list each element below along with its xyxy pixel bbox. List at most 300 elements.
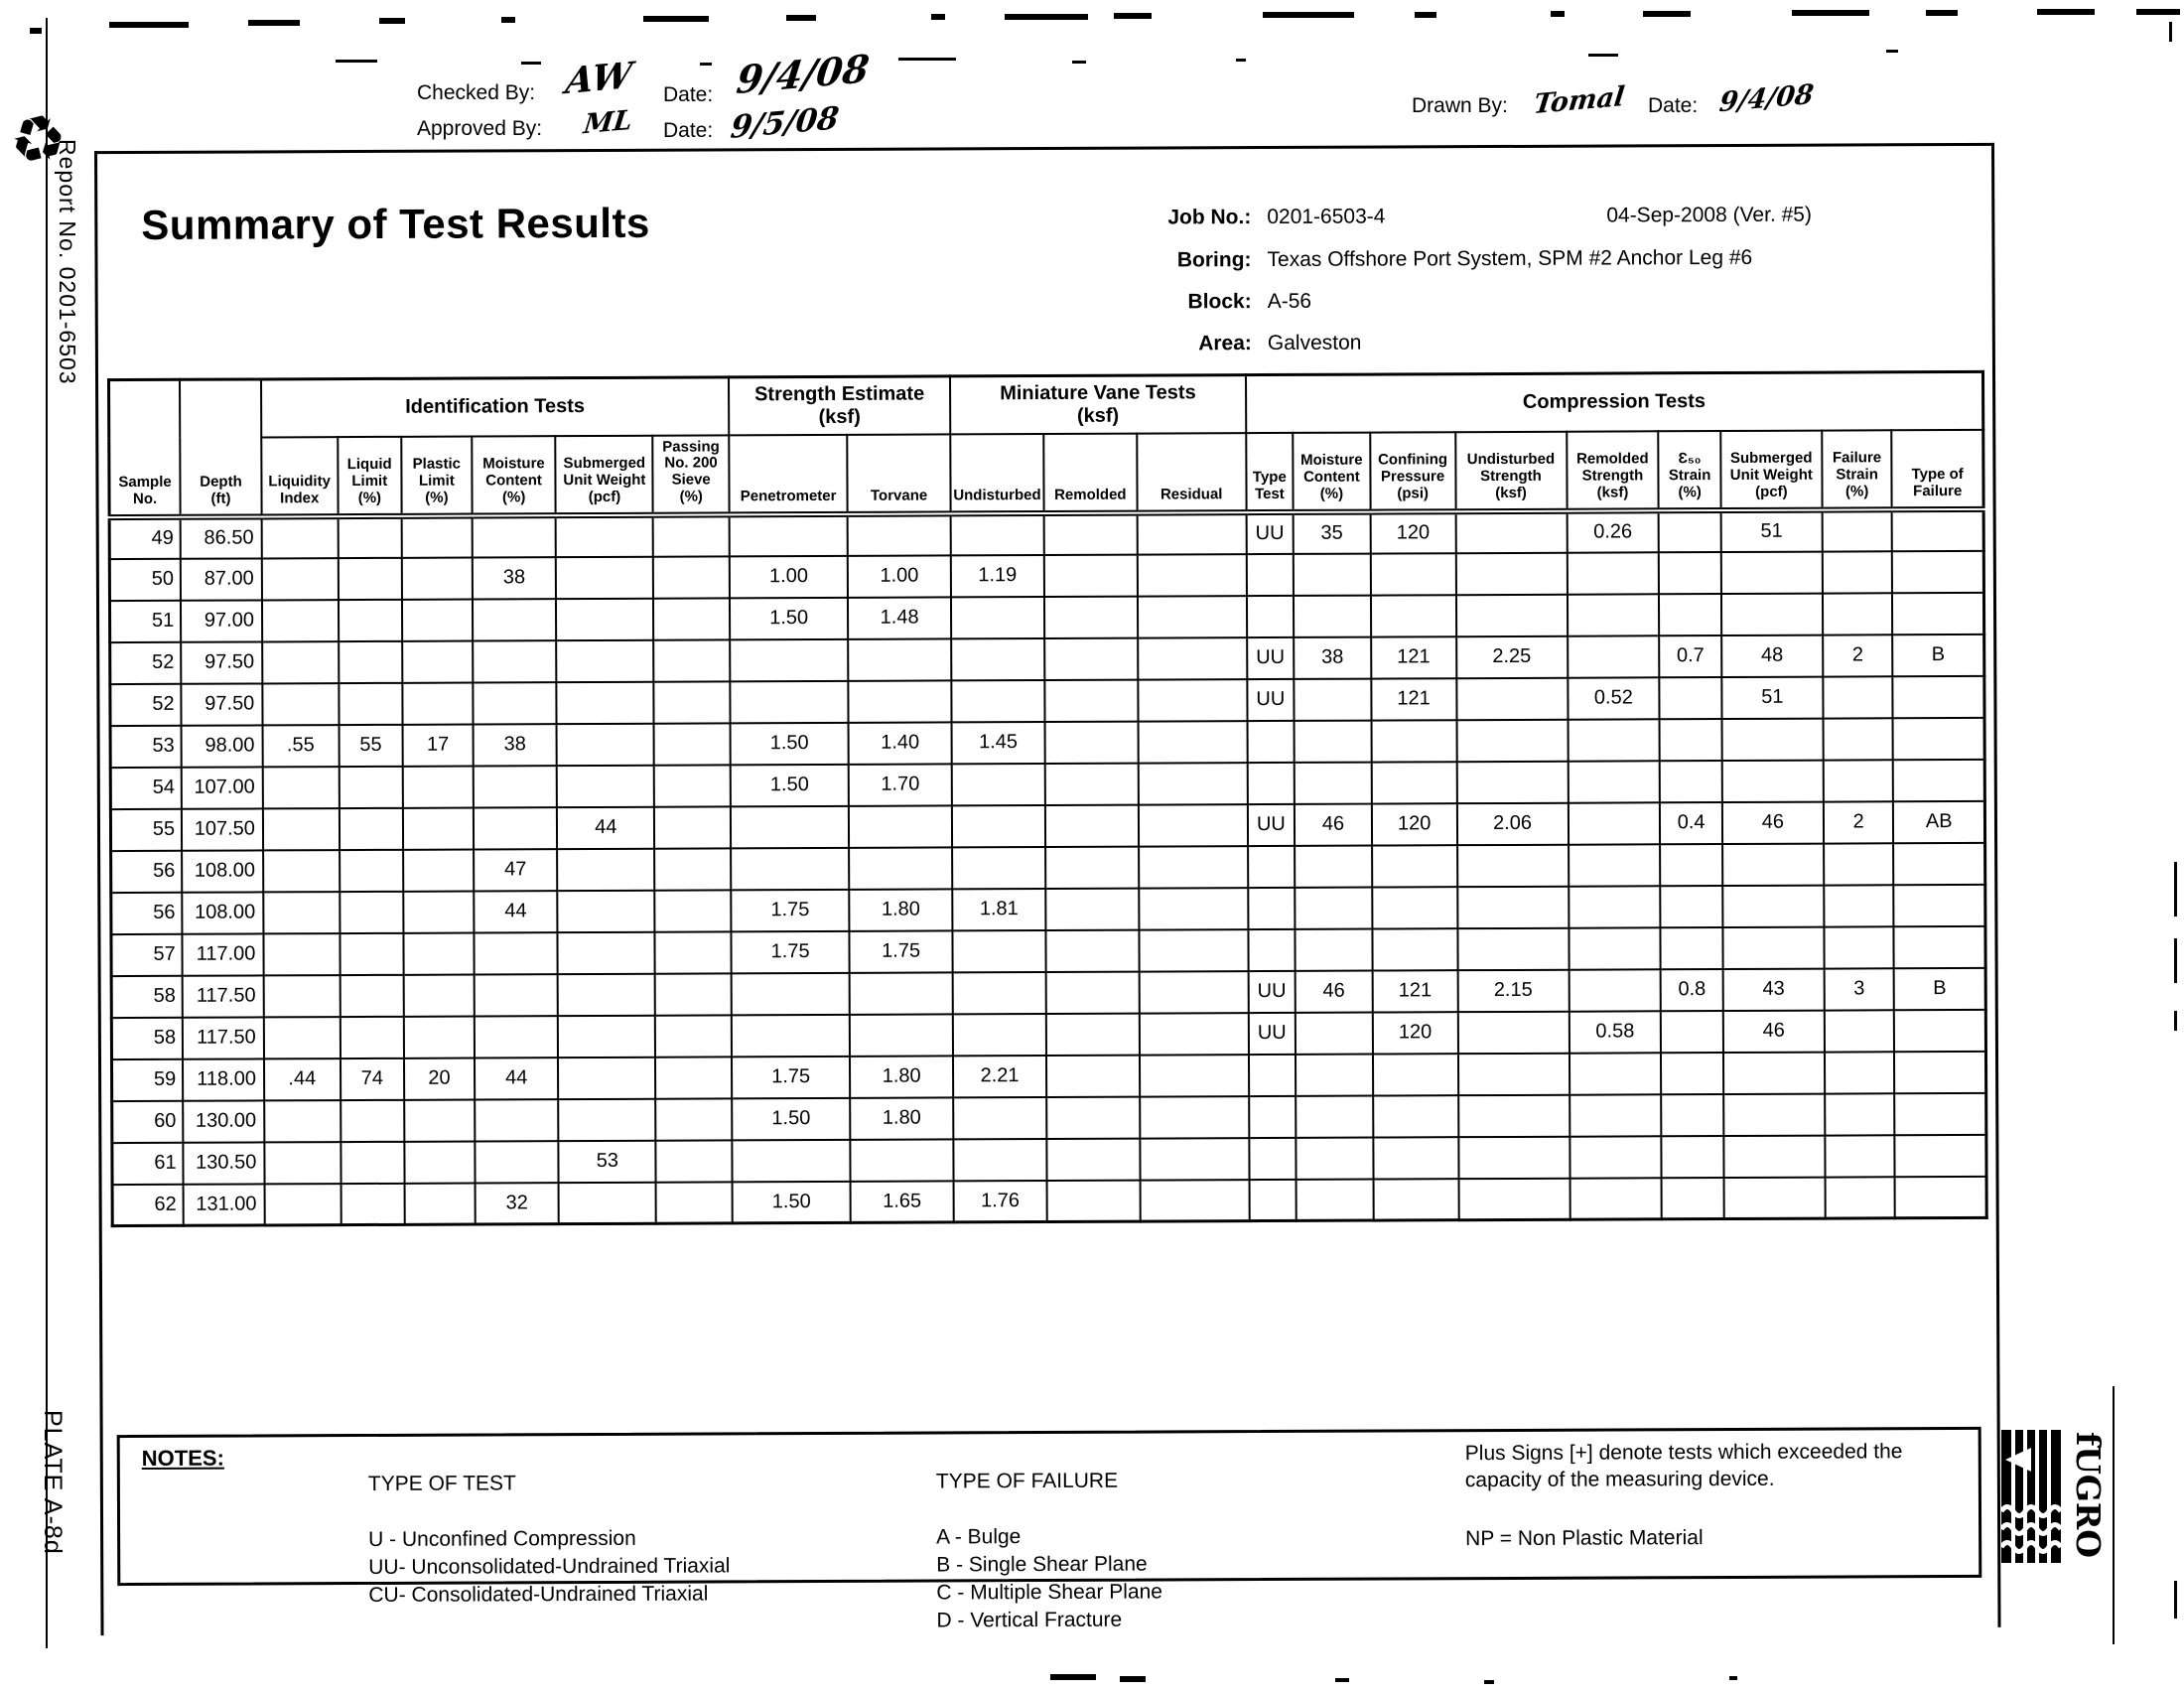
cell bbox=[653, 556, 730, 598]
cell bbox=[1893, 676, 1984, 718]
main-frame bbox=[94, 143, 2001, 1635]
cell: 44 bbox=[474, 891, 558, 932]
col-header-liquid-limit: Liquid Limit (%) bbox=[338, 436, 402, 515]
cell bbox=[1296, 1054, 1373, 1095]
cell bbox=[849, 805, 952, 847]
scan-mark bbox=[1335, 1678, 1349, 1682]
cell bbox=[656, 1182, 733, 1223]
cell bbox=[341, 1100, 405, 1142]
cell bbox=[654, 681, 731, 723]
cell bbox=[1455, 510, 1567, 552]
cell bbox=[1045, 971, 1139, 1013]
cell bbox=[1249, 1096, 1297, 1138]
cell bbox=[1660, 761, 1722, 802]
cell bbox=[263, 892, 340, 933]
cell bbox=[262, 558, 339, 600]
cell bbox=[1823, 676, 1893, 718]
cell: B bbox=[1893, 634, 1984, 676]
approved-by-signature: ML bbox=[582, 104, 634, 141]
cell: 55 bbox=[110, 808, 182, 850]
scan-mark bbox=[2174, 938, 2177, 983]
cell bbox=[1569, 927, 1661, 969]
cell bbox=[1046, 1013, 1140, 1055]
cell bbox=[1139, 846, 1248, 888]
cell bbox=[403, 807, 474, 849]
cell bbox=[1139, 971, 1248, 1013]
cell: 1.75 bbox=[850, 930, 953, 972]
cell bbox=[339, 683, 403, 725]
sidebar-rule bbox=[46, 18, 48, 1648]
cell bbox=[1894, 1052, 1985, 1093]
scan-mark bbox=[2174, 1011, 2177, 1031]
col-header-undisturbed: Undisturbed bbox=[950, 434, 1043, 514]
cell bbox=[1140, 1055, 1249, 1096]
cell bbox=[1659, 594, 1721, 635]
col-header-sample-no: Sample No. bbox=[109, 379, 181, 516]
cell: AB bbox=[1893, 801, 1984, 843]
page-title: Summary of Test Results bbox=[141, 199, 650, 248]
cell bbox=[1895, 1177, 1986, 1218]
cell bbox=[402, 640, 473, 682]
cell bbox=[1722, 843, 1824, 885]
scan-mark bbox=[1072, 61, 1086, 64]
cell bbox=[472, 515, 556, 557]
cell bbox=[558, 931, 655, 973]
cell bbox=[1822, 509, 1892, 551]
cell bbox=[654, 639, 731, 681]
cell bbox=[558, 1015, 655, 1057]
scan-mark bbox=[2136, 9, 2180, 15]
report-number-vertical: Report No. 0201-6503 bbox=[55, 139, 80, 385]
cell bbox=[1045, 804, 1139, 846]
cell bbox=[653, 514, 730, 556]
cell bbox=[1296, 1012, 1373, 1054]
cell bbox=[557, 639, 654, 681]
cell bbox=[655, 1057, 732, 1098]
cell bbox=[1044, 596, 1138, 637]
cell: 121 bbox=[1371, 636, 1456, 678]
cell bbox=[339, 600, 403, 641]
cell bbox=[655, 1015, 732, 1057]
cell bbox=[1140, 1138, 1249, 1180]
cell: 0.52 bbox=[1568, 677, 1660, 719]
cell: 46 bbox=[1295, 803, 1372, 845]
fugro-wordmark: fUGRO bbox=[2069, 1432, 2108, 1557]
cell bbox=[403, 766, 474, 807]
cell bbox=[1295, 720, 1372, 762]
cell: 38 bbox=[1294, 636, 1371, 678]
cell: 1.00 bbox=[730, 556, 848, 599]
cell bbox=[951, 513, 1044, 555]
cell: 97.50 bbox=[181, 683, 262, 725]
cell bbox=[1457, 844, 1569, 886]
cell bbox=[655, 931, 732, 973]
scan-mark bbox=[931, 14, 945, 20]
cell: 54 bbox=[110, 767, 182, 808]
checked-by-label: Checked By: bbox=[417, 81, 536, 104]
cell bbox=[1046, 1055, 1140, 1096]
cell bbox=[1660, 844, 1722, 886]
cell bbox=[1721, 551, 1823, 593]
cell: 120 bbox=[1373, 1012, 1458, 1054]
area-row bbox=[1091, 332, 1362, 356]
cell bbox=[1138, 596, 1247, 637]
cell: 56 bbox=[111, 892, 183, 933]
col-header-submerged-unit-weight-2: Submerged Unit Weight (pcf) bbox=[1720, 430, 1822, 510]
cell: 121 bbox=[1371, 678, 1456, 720]
cell bbox=[1825, 1135, 1895, 1177]
col-header-remolded-strength: Remolded Strength (ksf) bbox=[1567, 431, 1659, 511]
cell bbox=[1046, 1096, 1140, 1138]
cell: 108.00 bbox=[182, 892, 263, 933]
cell bbox=[1722, 760, 1824, 801]
scan-mark bbox=[379, 18, 405, 24]
cell bbox=[262, 641, 339, 683]
cell bbox=[1568, 635, 1660, 677]
cell: 58 bbox=[111, 975, 183, 1017]
date-version: 04-Sep-2008 (Ver. #5) bbox=[1606, 203, 1812, 227]
col-header-penetrometer: Penetrometer bbox=[729, 434, 847, 514]
checked-date-label: Date: bbox=[663, 83, 714, 106]
col-header-moisture-content: Moisture Content (%) bbox=[472, 436, 556, 516]
col-header-plastic-limit: Plastic Limit (%) bbox=[401, 436, 472, 515]
cell bbox=[730, 681, 848, 724]
cell bbox=[1570, 1136, 1662, 1178]
cell bbox=[1661, 927, 1723, 969]
col-header-undisturbed-strength: Undisturbed Strength (ksf) bbox=[1455, 431, 1567, 511]
cell bbox=[1723, 1052, 1825, 1093]
cell bbox=[1295, 887, 1372, 928]
cell: 0.26 bbox=[1567, 510, 1659, 552]
cell bbox=[1570, 1094, 1662, 1136]
cell bbox=[559, 1182, 656, 1223]
cell bbox=[1045, 763, 1139, 804]
cell: 47 bbox=[474, 849, 558, 891]
cell: 35 bbox=[1294, 511, 1371, 553]
scan-mark bbox=[1926, 10, 1958, 16]
cell bbox=[1661, 1011, 1723, 1053]
cell bbox=[1825, 1177, 1895, 1218]
cell: 118.00 bbox=[183, 1058, 264, 1100]
scan-mark bbox=[336, 60, 377, 63]
cell bbox=[339, 808, 403, 850]
cell bbox=[731, 806, 849, 849]
area-label: Area: bbox=[1198, 332, 1252, 355]
cell bbox=[1458, 1136, 1570, 1178]
scan-mark bbox=[2174, 862, 2177, 916]
cell: 53 bbox=[559, 1140, 656, 1182]
cell: 87.00 bbox=[181, 558, 262, 600]
cell: 121 bbox=[1372, 970, 1457, 1012]
cell: 1.50 bbox=[732, 1098, 850, 1141]
cell: 1.50 bbox=[731, 723, 849, 766]
cell: 117.00 bbox=[183, 933, 264, 975]
cell bbox=[339, 767, 403, 808]
cell bbox=[1661, 1053, 1723, 1094]
cell bbox=[1568, 761, 1660, 802]
cell bbox=[1892, 509, 1983, 551]
cell bbox=[341, 1142, 405, 1184]
cell: 131.00 bbox=[184, 1184, 265, 1225]
cell bbox=[1894, 926, 1985, 968]
cell: 120 bbox=[1372, 803, 1457, 845]
cell: UU bbox=[1248, 1013, 1296, 1055]
type-of-test-legend bbox=[368, 1441, 731, 1610]
cell bbox=[263, 767, 340, 808]
scan-mark bbox=[898, 58, 956, 61]
cell bbox=[1296, 1095, 1373, 1137]
cell bbox=[1373, 1179, 1458, 1220]
cell bbox=[338, 516, 402, 558]
cell bbox=[848, 513, 951, 555]
block-row bbox=[1091, 290, 1311, 315]
col-header-e50-strain: Ɛ₅₀ Strain (%) bbox=[1659, 431, 1721, 510]
scan-mark bbox=[1886, 50, 1898, 53]
cell bbox=[1044, 679, 1138, 721]
cell bbox=[1458, 1178, 1570, 1219]
np-note: NP = Non Plastic Material bbox=[1465, 1526, 1704, 1551]
cell: 107.00 bbox=[182, 767, 263, 808]
cell bbox=[1294, 553, 1371, 595]
cell: 62 bbox=[112, 1184, 184, 1225]
cell bbox=[1567, 552, 1659, 594]
cell: 58 bbox=[111, 1017, 183, 1058]
cell bbox=[557, 723, 654, 765]
cell bbox=[1247, 596, 1295, 637]
scan-mark bbox=[2037, 9, 2095, 15]
cell bbox=[557, 765, 654, 806]
checked-date-value: 9/4/08 bbox=[734, 45, 873, 103]
cell bbox=[1045, 929, 1139, 971]
cell: 117.50 bbox=[183, 1017, 264, 1058]
col-header-remolded: Remolded bbox=[1043, 433, 1137, 513]
cell: 32 bbox=[475, 1183, 559, 1224]
scan-mark bbox=[1120, 1676, 1146, 1682]
cell bbox=[1825, 1093, 1895, 1135]
cell bbox=[848, 680, 951, 722]
scan-mark bbox=[1551, 11, 1565, 17]
cell bbox=[340, 975, 404, 1017]
cell bbox=[730, 514, 848, 557]
cell bbox=[653, 598, 730, 639]
cell: 51 bbox=[109, 600, 181, 641]
scan-mark bbox=[109, 22, 189, 28]
approved-by-label: Approved By: bbox=[417, 117, 543, 140]
cell: 51 bbox=[1721, 676, 1823, 718]
cell bbox=[1893, 718, 1984, 760]
cell bbox=[1249, 1055, 1297, 1096]
cell bbox=[1824, 760, 1894, 801]
cell bbox=[1568, 802, 1660, 844]
cell bbox=[1825, 1052, 1895, 1093]
cell: 48 bbox=[1721, 634, 1823, 676]
cell bbox=[1659, 510, 1721, 552]
drawn-date-value: 9/4/08 bbox=[1717, 78, 1816, 119]
cell bbox=[1893, 760, 1984, 801]
checked-by-signature: AW bbox=[563, 54, 635, 103]
cell bbox=[1662, 1178, 1724, 1219]
cell bbox=[1892, 551, 1983, 593]
cell bbox=[1140, 1180, 1249, 1221]
cell bbox=[402, 557, 473, 599]
cell: 0.58 bbox=[1569, 1011, 1661, 1053]
cell: 1.80 bbox=[849, 889, 952, 930]
scan-mark bbox=[1005, 14, 1088, 20]
cell bbox=[1569, 844, 1661, 886]
cell: 120 bbox=[1370, 511, 1455, 553]
col-header-passing-200-sieve: Passing No. 200 Sieve (%) bbox=[653, 435, 730, 515]
cell: 17 bbox=[403, 724, 474, 766]
notes-label: NOTES: bbox=[141, 1445, 224, 1471]
cell: 1.70 bbox=[849, 764, 952, 805]
cell bbox=[404, 1099, 475, 1141]
cell bbox=[1043, 512, 1137, 554]
cell bbox=[656, 1140, 733, 1182]
cell bbox=[261, 516, 338, 558]
cell bbox=[556, 514, 653, 556]
cell bbox=[1371, 553, 1456, 595]
right-rule bbox=[2113, 1386, 2115, 1644]
approved-date-label: Date: bbox=[663, 119, 714, 142]
cell: 56 bbox=[111, 850, 183, 892]
cell bbox=[1246, 554, 1294, 596]
cell bbox=[1457, 886, 1569, 927]
cell bbox=[1456, 761, 1568, 802]
cell: 0.4 bbox=[1660, 802, 1722, 844]
cell: 61 bbox=[112, 1142, 184, 1184]
cell bbox=[1138, 763, 1247, 804]
cell bbox=[340, 892, 404, 933]
cell bbox=[558, 848, 655, 890]
cell bbox=[951, 638, 1044, 680]
cell bbox=[1662, 1094, 1724, 1136]
cell: 86.50 bbox=[181, 516, 262, 558]
cell: 1.80 bbox=[850, 1056, 953, 1097]
cell bbox=[731, 848, 849, 891]
area-value: Galveston bbox=[1267, 331, 1362, 355]
cell: 49 bbox=[109, 516, 181, 558]
drawn-by-signature: Tomal bbox=[1532, 80, 1627, 121]
cell bbox=[1371, 762, 1456, 803]
cell bbox=[1372, 887, 1457, 928]
drawn-date-label: Date: bbox=[1648, 94, 1699, 117]
cell bbox=[1568, 594, 1660, 635]
col-header-confining-pressure: Confining Pressure (psi) bbox=[1370, 432, 1455, 512]
cell bbox=[1824, 885, 1894, 926]
cell bbox=[340, 933, 404, 975]
cell: 98.00 bbox=[182, 725, 263, 767]
col-header-torvane: Torvane bbox=[847, 434, 950, 514]
cell: 3 bbox=[1824, 968, 1894, 1010]
cell: B bbox=[1894, 968, 1985, 1010]
cell bbox=[556, 556, 653, 598]
cell bbox=[262, 600, 339, 641]
cell bbox=[952, 764, 1045, 805]
cell: 0.8 bbox=[1661, 969, 1723, 1011]
group-strength-estimate: Strength Estimate (ksf) bbox=[729, 376, 950, 435]
cell bbox=[1823, 718, 1893, 760]
cell: 117.50 bbox=[183, 975, 264, 1017]
cell bbox=[1371, 595, 1456, 636]
cell bbox=[1296, 1137, 1373, 1179]
cell bbox=[473, 766, 557, 807]
cell: UU bbox=[1247, 679, 1295, 721]
cell bbox=[338, 558, 402, 600]
cell: 107.50 bbox=[182, 808, 263, 850]
drawn-by-label: Drawn By: bbox=[1412, 94, 1508, 117]
job-no-value: 0201-6503-4 bbox=[1267, 205, 1386, 229]
cell bbox=[1894, 885, 1985, 926]
cell bbox=[1569, 886, 1661, 927]
cell bbox=[1824, 843, 1894, 885]
type-of-failure-legend bbox=[936, 1439, 1162, 1634]
cell bbox=[953, 1014, 1046, 1056]
cell bbox=[732, 1140, 850, 1183]
cell: 1.76 bbox=[954, 1181, 1047, 1222]
col-header-type-test: Type Test bbox=[1246, 432, 1294, 511]
cell bbox=[558, 890, 655, 931]
cell bbox=[340, 1017, 404, 1058]
cell bbox=[1823, 551, 1893, 593]
cell: 1.75 bbox=[731, 890, 849, 932]
cell bbox=[850, 972, 953, 1014]
cell bbox=[1457, 1011, 1569, 1053]
cell: 108.00 bbox=[182, 850, 263, 892]
cell: 46 bbox=[1723, 1010, 1825, 1052]
scan-mark bbox=[521, 62, 541, 65]
cell bbox=[952, 847, 1045, 889]
cell: 1.65 bbox=[851, 1181, 954, 1222]
cell: 2 bbox=[1823, 634, 1893, 676]
cell: 1.40 bbox=[849, 722, 952, 764]
cell bbox=[1045, 888, 1139, 929]
job-no-label: Job No.: bbox=[1167, 206, 1252, 229]
cell bbox=[654, 806, 731, 848]
cell: 2.25 bbox=[1456, 635, 1568, 677]
fugro-logo bbox=[2001, 1430, 2113, 1563]
cell bbox=[405, 1183, 476, 1224]
boring-label: Boring: bbox=[1176, 248, 1252, 272]
cell bbox=[264, 1142, 341, 1184]
cell bbox=[404, 1141, 475, 1183]
cell bbox=[850, 1014, 953, 1056]
cell: 1.75 bbox=[732, 1057, 850, 1099]
cell bbox=[655, 973, 732, 1015]
cell bbox=[1455, 552, 1567, 594]
cell bbox=[1723, 1093, 1825, 1135]
cell bbox=[1570, 1178, 1662, 1219]
cell bbox=[1895, 1093, 1986, 1135]
col-header-failure-strain: Failure Strain (%) bbox=[1822, 430, 1892, 509]
cell bbox=[402, 599, 473, 640]
cell bbox=[1458, 1094, 1570, 1136]
cell: 43 bbox=[1723, 968, 1825, 1010]
scan-mark bbox=[1792, 10, 1869, 16]
cell bbox=[952, 930, 1045, 972]
cell bbox=[655, 890, 732, 931]
cell: .44 bbox=[264, 1058, 341, 1100]
cell bbox=[1139, 888, 1248, 929]
cell: 52 bbox=[110, 683, 182, 725]
cell: 53 bbox=[110, 725, 182, 767]
cell bbox=[1249, 1180, 1297, 1221]
scan-mark bbox=[2174, 1581, 2177, 1619]
job-no-row bbox=[1090, 206, 1385, 230]
boring-value: Texas Offshore Port System, SPM #2 Anchor Leg #6 bbox=[1267, 245, 1753, 272]
cell: 1.48 bbox=[848, 597, 951, 638]
cell bbox=[1295, 762, 1372, 803]
cell: 1.50 bbox=[730, 598, 848, 640]
